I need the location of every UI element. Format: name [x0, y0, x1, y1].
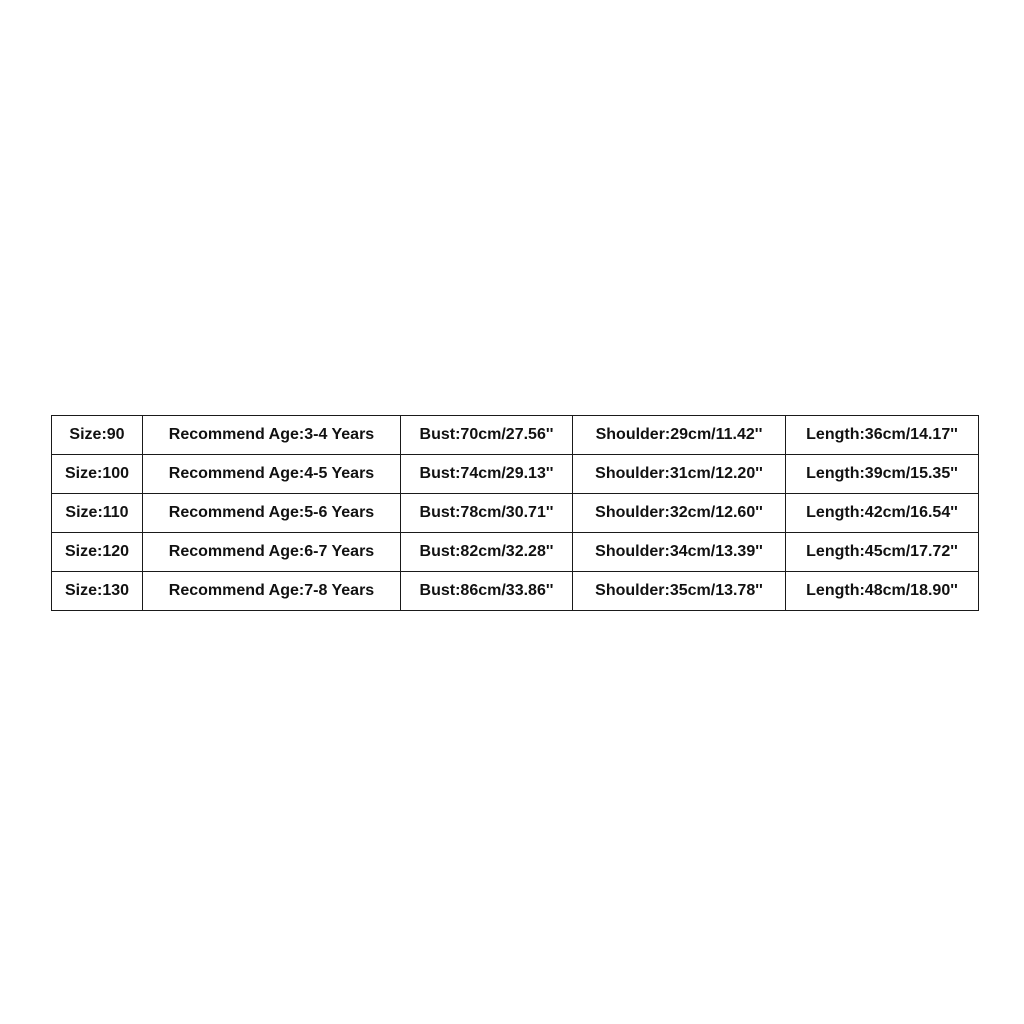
size-cell: Size:120 — [52, 533, 143, 572]
length-cell: Length:45cm/17.72'' — [786, 533, 979, 572]
recommend-age-cell: Recommend Age:4-5 Years — [143, 455, 401, 494]
bust-cell: Bust:74cm/29.13'' — [401, 455, 573, 494]
shoulder-cell: Shoulder:29cm/11.42'' — [573, 416, 786, 455]
table-row — [52, 455, 979, 494]
bust-cell: Bust:82cm/32.28'' — [401, 533, 573, 572]
size-cell: Size:130 — [52, 572, 143, 611]
table-row — [52, 572, 979, 611]
size-cell: Size:90 — [52, 416, 143, 455]
table-row — [52, 416, 979, 455]
recommend-age-cell: Recommend Age:5-6 Years — [143, 494, 401, 533]
shoulder-cell: Shoulder:31cm/12.20'' — [573, 455, 786, 494]
length-cell: Length:36cm/14.17'' — [786, 416, 979, 455]
shoulder-cell: Shoulder:32cm/12.60'' — [573, 494, 786, 533]
size-chart-table — [51, 415, 979, 611]
recommend-age-cell: Recommend Age:3-4 Years — [143, 416, 401, 455]
shoulder-cell: Shoulder:35cm/13.78'' — [573, 572, 786, 611]
recommend-age-cell: Recommend Age:7-8 Years — [143, 572, 401, 611]
length-cell: Length:39cm/15.35'' — [786, 455, 979, 494]
size-cell: Size:110 — [52, 494, 143, 533]
length-cell: Length:48cm/18.90'' — [786, 572, 979, 611]
bust-cell: Bust:86cm/33.86'' — [401, 572, 573, 611]
shoulder-cell: Shoulder:34cm/13.39'' — [573, 533, 786, 572]
bust-cell: Bust:70cm/27.56'' — [401, 416, 573, 455]
table-row — [52, 533, 979, 572]
recommend-age-cell: Recommend Age:6-7 Years — [143, 533, 401, 572]
bust-cell: Bust:78cm/30.71'' — [401, 494, 573, 533]
table-row — [52, 494, 979, 533]
length-cell: Length:42cm/16.54'' — [786, 494, 979, 533]
size-cell: Size:100 — [52, 455, 143, 494]
